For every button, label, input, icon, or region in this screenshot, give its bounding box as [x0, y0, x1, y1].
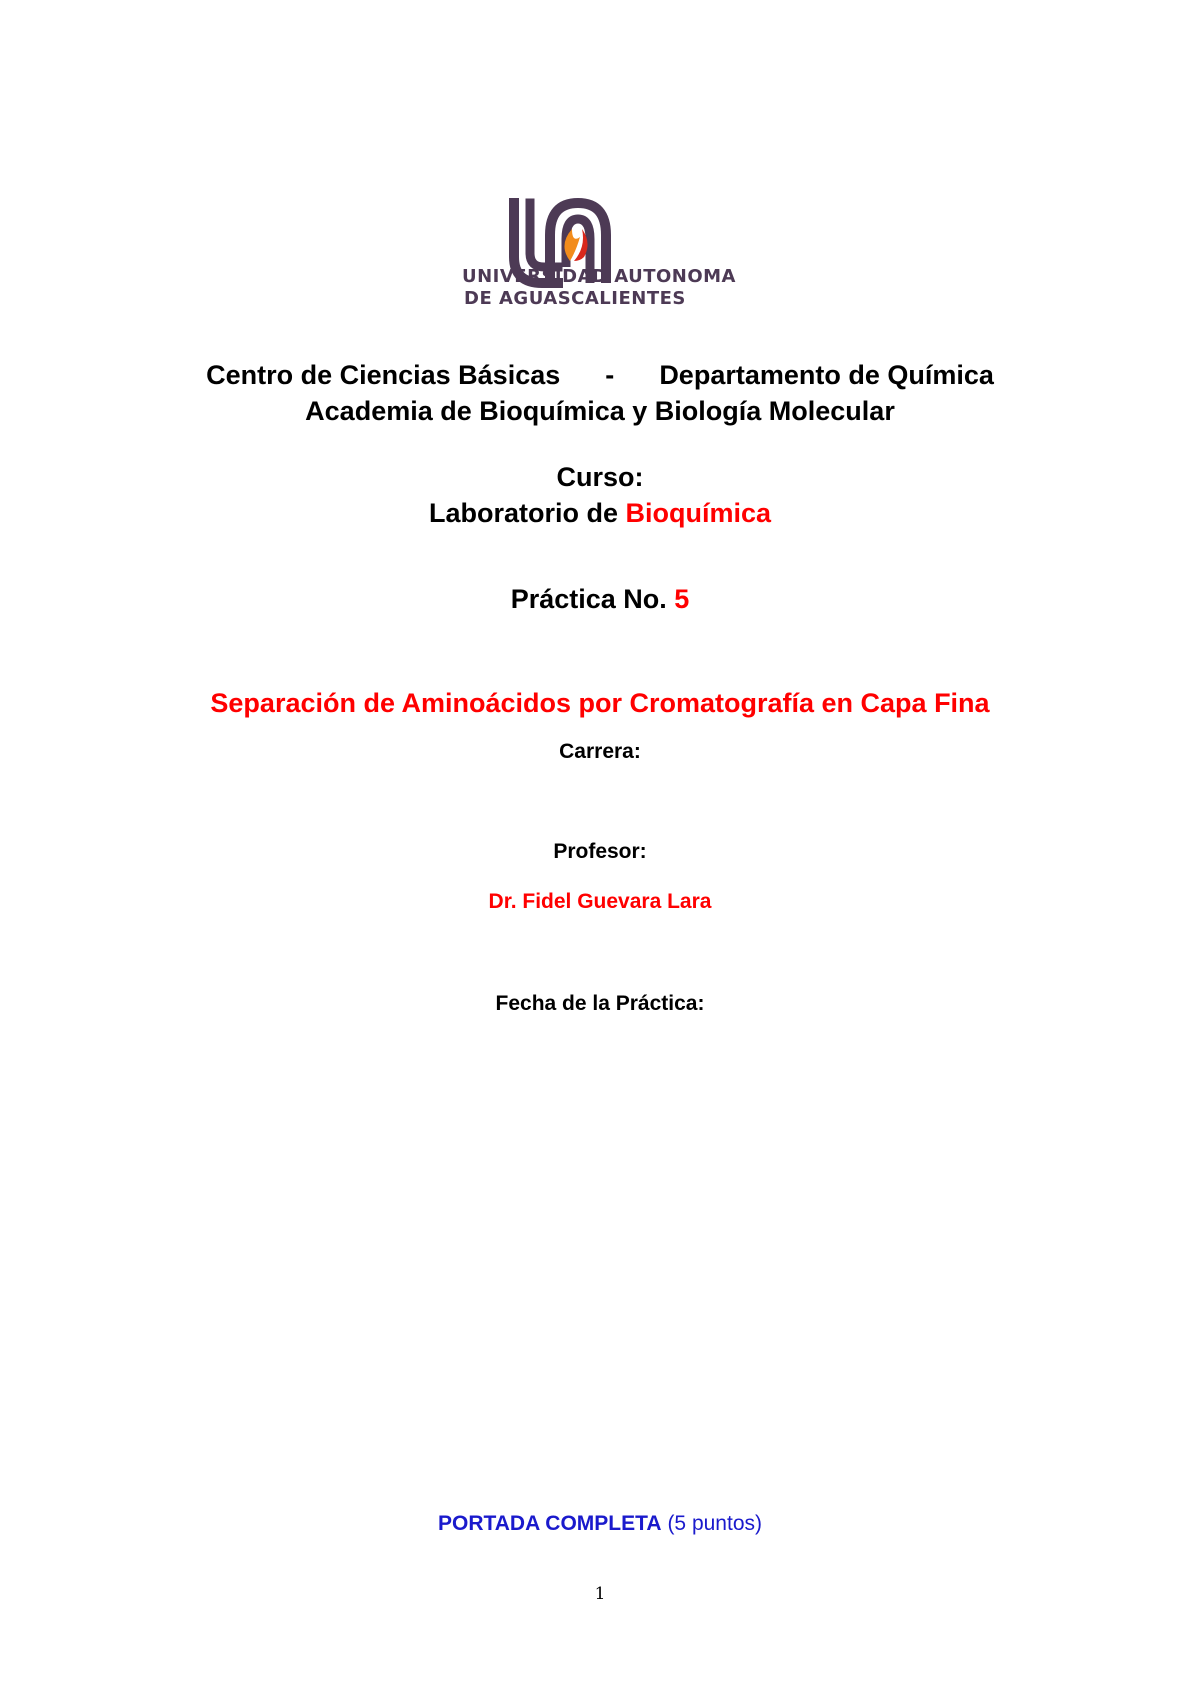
date-label: Fecha de la Práctica:	[495, 992, 705, 1015]
professor-name: Dr. Fidel Guevara Lara	[488, 890, 712, 913]
course-label: Curso:	[556, 462, 644, 492]
center-name: Centro de Ciencias Básicas	[206, 360, 561, 390]
practice-title: Separación de Aminoácidos por Cromatografía en Capa Fina	[210, 688, 990, 718]
academy-name: Academia de Bioquímica y Biología Molecular	[305, 396, 895, 426]
department-name: Departamento de Química	[659, 360, 994, 390]
course-line	[0, 498, 1200, 529]
portada-label: PORTADA COMPLETA	[437, 1512, 662, 1535]
logo-name-line2: DE AGUASCALIENTES	[464, 288, 686, 309]
professor-label: Profesor:	[553, 840, 647, 863]
portada-line	[0, 1512, 1200, 1536]
header-line-1	[0, 360, 1200, 391]
practice-label: Práctica No.	[510, 584, 675, 614]
practice-line	[0, 584, 1200, 615]
portada-points: (5 puntos)	[667, 1512, 762, 1535]
university-logo	[462, 195, 742, 335]
career-label: Carrera:	[559, 740, 641, 763]
page-number: 1	[594, 1584, 606, 1604]
course-prefix: Laboratorio de	[428, 498, 626, 528]
course-subject: Bioquímica	[625, 498, 772, 528]
logo-name-line1: UNIVERSIDAD AUTONOMA	[462, 266, 736, 287]
header-separator: -	[605, 360, 615, 390]
practice-number: 5	[674, 584, 690, 614]
